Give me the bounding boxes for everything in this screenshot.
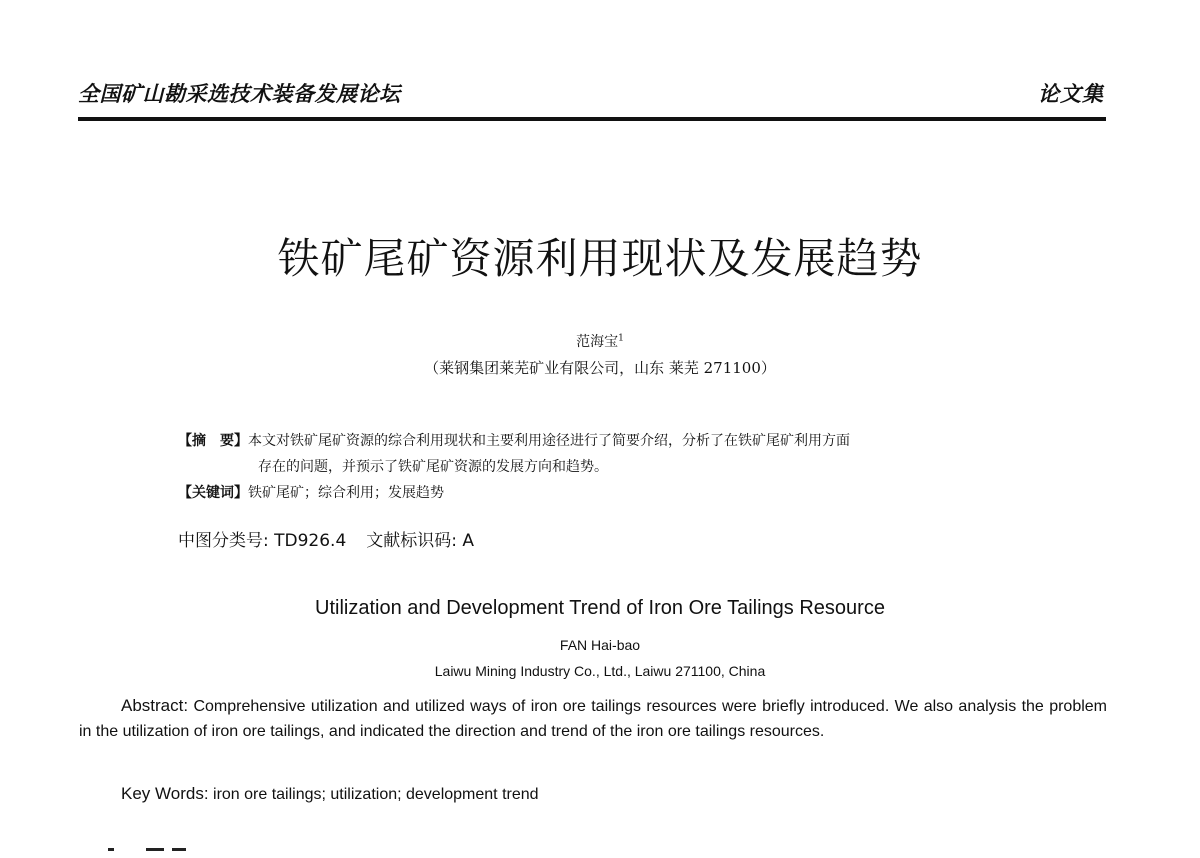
clc-number: 中图分类号: TD926.4 bbox=[178, 531, 347, 551]
cropped-glyph-1 bbox=[108, 848, 114, 851]
abstract-cn-line-1 bbox=[178, 428, 1038, 454]
keywords-cn-label: 【关键词】 bbox=[178, 485, 248, 501]
keywords-en-text: iron ore tailings; utilization; development trend bbox=[213, 786, 539, 803]
cropped-section-heading bbox=[108, 848, 188, 858]
keywords-en bbox=[121, 784, 539, 804]
abstract-cn-text-2: 存在的问题，并预示了铁矿尾矿资源的发展方向和趋势。 bbox=[258, 459, 608, 475]
author-cn-superscript: 1 bbox=[618, 333, 624, 344]
affiliation-cn: （莱钢集团莱芜矿业有限公司，山东 莱芜 271100） bbox=[424, 359, 776, 377]
abstract-cn bbox=[178, 428, 1038, 506]
abstract-cn-text-1: 本文对铁矿尾矿资源的综合利用现状和主要利用途径进行了简要介绍，分析了在铁矿尾矿利用方面 bbox=[248, 433, 850, 449]
cropped-glyph-3 bbox=[172, 848, 186, 851]
author-cn bbox=[0, 331, 1200, 351]
cropped-glyph-2 bbox=[146, 848, 164, 851]
paper-title-en: Utilization and Development Trend of Iron Ore Tailings Resource bbox=[315, 597, 885, 619]
abstract-en-text: Comprehensive utilization and utilized ways of iron ore tailings resources were briefly introduced. We also analysis the problem in the utilization of iron ore tailings, and indicated the direction and trend of the iron ore tailings resources. bbox=[79, 698, 1108, 740]
affiliation-en: Laiwu Mining Industry Co., Ltd., Laiwu 271100, China bbox=[434, 663, 766, 679]
abstract-en bbox=[79, 693, 1107, 744]
author-cn-name: 范海宝 bbox=[576, 334, 619, 350]
running-header-left: 全国矿山勘采选技术装备发展论坛 bbox=[78, 82, 401, 106]
header-rule bbox=[78, 117, 1106, 121]
abstract-en-label: Abstract: bbox=[121, 696, 189, 715]
running-header-right: 论文集 bbox=[1038, 82, 1104, 106]
author-en: FAN Hai-bao bbox=[559, 637, 641, 653]
abstract-cn-line-2 bbox=[178, 454, 1038, 480]
classification-line bbox=[178, 526, 474, 551]
keywords-cn bbox=[178, 480, 1038, 506]
abstract-cn-label: 【摘 要】 bbox=[178, 433, 248, 449]
running-header bbox=[78, 78, 1106, 108]
document-code: 文献标识码: A bbox=[366, 531, 475, 551]
keywords-cn-text: 铁矿尾矿；综合利用；发展趋势 bbox=[248, 485, 444, 501]
keywords-en-label: Key Words: bbox=[121, 784, 209, 803]
paper-title-cn: 铁矿尾矿资源利用现状及发展趋势 bbox=[277, 234, 923, 283]
